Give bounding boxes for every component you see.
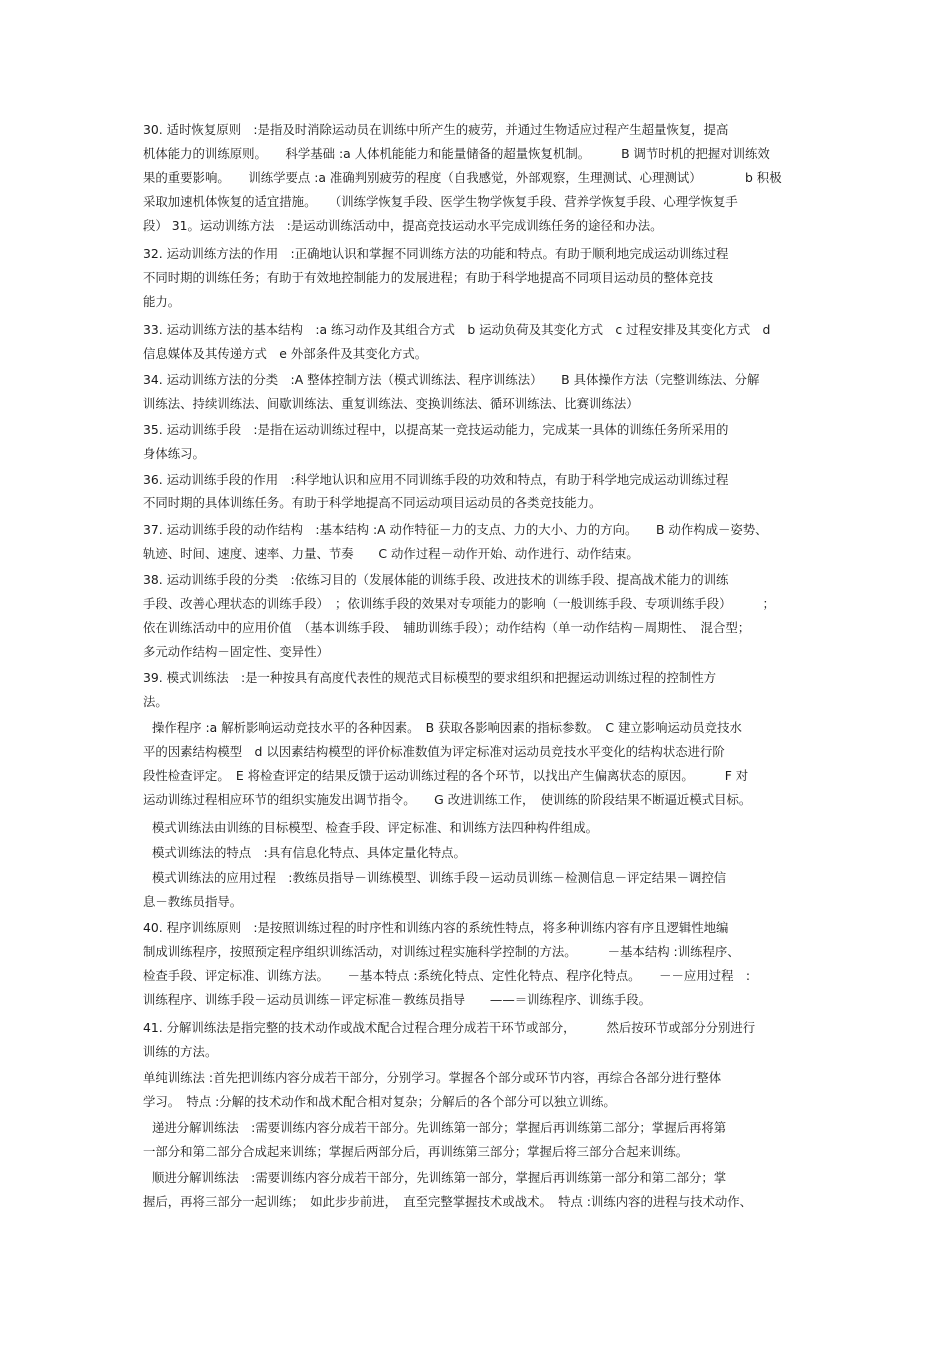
text-line: 多元动作结构－固定性、变异性） bbox=[143, 644, 329, 659]
text-line: 身体练习。 bbox=[143, 446, 205, 461]
text-line: 运动训练过程相应环节的组织实施发出调节指令。 G 改进训练工作， 使训练的阶段结果不断逼近模式目标。 bbox=[143, 792, 752, 807]
text-line: 34. 运动训练方法的分类 :A 整体控制方法（模式训练法、程序训练法） B 具体操作方法（完整训练法、分解 bbox=[143, 372, 760, 387]
text-line: 41. 分解训练法是指完整的技术动作或战术配合过程合理分成若干环节或部分， 然后按环节或部分分别进行 bbox=[143, 1020, 756, 1035]
text-line: 37. 运动训练手段的动作结构 :基本结构 :A 动作特征－力的支点、力的大小、力的方向。 B 动作构成－姿势、 bbox=[143, 522, 768, 537]
text-line: 36. 运动训练手段的作用 :科学地认识和应用不同训练手段的功效和特点，有助于科学地完成运动训练过程 bbox=[143, 472, 729, 487]
text-line: 轨迹、时间、速度、速率、力量、节奏 C 动作过程－动作开始、动作进行、动作结束。 bbox=[143, 546, 639, 561]
text-line: 果的重要影响。 训练学要点 :a 准确判别疲劳的程度（自我感觉，外部观察，生理测试、心理测试） b 积极 bbox=[143, 170, 782, 185]
text-line: 30. 适时恢复原则 :是指及时消除运动员在训练中所产生的疲劳，并通过生物适应过程产生超量恢复，提高 bbox=[143, 122, 729, 137]
text-line: 采取加速机体恢复的适宜措施。 （训练学恢复手段、医学生物学恢复手段、营养学恢复手段、心理学恢复手 bbox=[143, 194, 738, 209]
text-line: 模式训练法的特点 :具有信息化特点、具体定量化特点。 bbox=[152, 845, 466, 860]
text-line: 一部分和第二部分合成起来训练；掌握后两部分后，再训练第三部分；掌握后将三部分合起来训练。 bbox=[143, 1144, 689, 1159]
text-line: 模式训练法由训练的目标模型、检查手段、评定标准、和训练方法四种构件组成。 bbox=[152, 820, 599, 835]
text-line: 手段、改善心理状态的训练手段） ；依训练手段的效果对专项能力的影响（一般训练手段、专项训练手段） ； bbox=[143, 596, 775, 611]
text-line: 单纯训练法 :首先把训练内容分成若干部分，分别学习。掌握各个部分或环节内容，再综合各部分进行整体 bbox=[143, 1070, 722, 1085]
text-line: 法。 bbox=[143, 694, 168, 709]
text-line: 不同时期的具体训练任务。有助于科学地提高不同运动项目运动员的各类竞技能力。 bbox=[143, 495, 602, 510]
text-line: 35. 运动训练手段 :是指在运动训练过程中，以提高某一竞技运动能力，完成某一具体的训练任务所采用的 bbox=[143, 422, 729, 437]
text-line: 段性检查评定。 E 将检查评定的结果反馈于运动训练过程的各个环节，以找出产生偏离状态的原因。 F 对 bbox=[143, 768, 749, 783]
text-line: 39. 模式训练法 :是一种按具有高度代表性的规范式目标模型的要求组织和把握运动训练过程的控制性方 bbox=[143, 670, 717, 685]
text-line: 息－教练员指导。 bbox=[143, 894, 243, 909]
text-line: 依在训练活动中的应用价值 （基本训练手段、 辅助训练手段）；动作结构（单一动作结构－周期性、 混合型； bbox=[143, 620, 751, 635]
text-line: 训练法、持续训练法、间歇训练法、重复训练法、变换训练法、循环训练法、比赛训练法） bbox=[143, 396, 639, 411]
text-line: 制成训练程序，按照预定程序组织训练活动，对训练过程实施科学控制的方法。 －基本结构 :训练程序、 bbox=[143, 944, 740, 959]
text-line: 33. 运动训练方法的基本结构 :a 练习动作及其组合方式 b 运动负荷及其变化方式 c 过程安排及其变化方式 d bbox=[143, 322, 771, 337]
text-line: 机体能力的训练原则。 科学基础 :a 人体机能能力和能量储备的超量恢复机制。 B 调节时机的把握对训练效 bbox=[143, 146, 770, 161]
text-line: 顺进分解训练法 :需要训练内容分成若干部分，先训练第一部分，掌握后再训练第一部分和第二部分；掌 bbox=[152, 1170, 727, 1185]
text-line: 训练程序、训练手段－运动员训练－评定标准－教练员指导 ——＝训练程序、训练手段。 bbox=[143, 992, 652, 1007]
text-line: 平的因素结构模型 d 以因素结构模型的评价标准数值为评定标准对运动员竞技水平变化的结构状态进行阶 bbox=[143, 744, 725, 759]
text-line: 不同时期的训练任务；有助于有效地控制能力的发展进程；有助于科学地提高不同项目运动员的整体竞技 bbox=[143, 270, 713, 285]
text-line: 32. 运动训练方法的作用 :正确地认识和掌握不同训练方法的功能和特点。有助于顺利地完成运动训练过程 bbox=[143, 246, 729, 261]
text-line: 40. 程序训练原则 :是按照训练过程的时序性和训练内容的系统性特点，将多种训练内容有序且逻辑性地编 bbox=[143, 920, 729, 935]
text-line: 检查手段、评定标准、训练方法。 －基本特点 :系统化特点、定性化特点、程序化特点。 －－应用过程 : bbox=[143, 968, 751, 983]
text-line: 训练的方法。 bbox=[143, 1044, 218, 1059]
text-line: 信息媒体及其传递方式 e 外部条件及其变化方式。 bbox=[143, 346, 428, 361]
text-line: 模式训练法的应用过程 :教练员指导－训练模型、训练手段－运动员训练－检测信息－评定结果－调控信 bbox=[152, 870, 727, 885]
text-line: 递进分解训练法 :需要训练内容分成若干部分。先训练第一部分；掌握后再训练第二部分；掌握后再将第 bbox=[152, 1120, 727, 1135]
text-line: 操作程序 :a 解析影响运动竞技水平的各种因素。 B 获取各影响因素的指标参数。 C 建立影响运动员竞技水 bbox=[152, 720, 742, 735]
text-line: 握后，再将三部分一起训练； 如此步步前进， 直至完整掌握技术或战术。 特点 :训练内容的进程与技术动作、 bbox=[143, 1194, 753, 1209]
text-line: 能力。 bbox=[143, 294, 181, 309]
text-line: 段） 31。运动训练方法 :是运动训练活动中，提高竞技运动水平完成训练任务的途径和办法。 bbox=[143, 218, 663, 233]
text-line: 学习。 特点 :分解的技术动作和战术配合相对复杂；分解后的各个部分可以独立训练。 bbox=[143, 1094, 616, 1109]
text-line: 38. 运动训练手段的分类 :依练习目的（发展体能的训练手段、改进技术的训练手段、提高战术能力的训练 bbox=[143, 572, 729, 587]
